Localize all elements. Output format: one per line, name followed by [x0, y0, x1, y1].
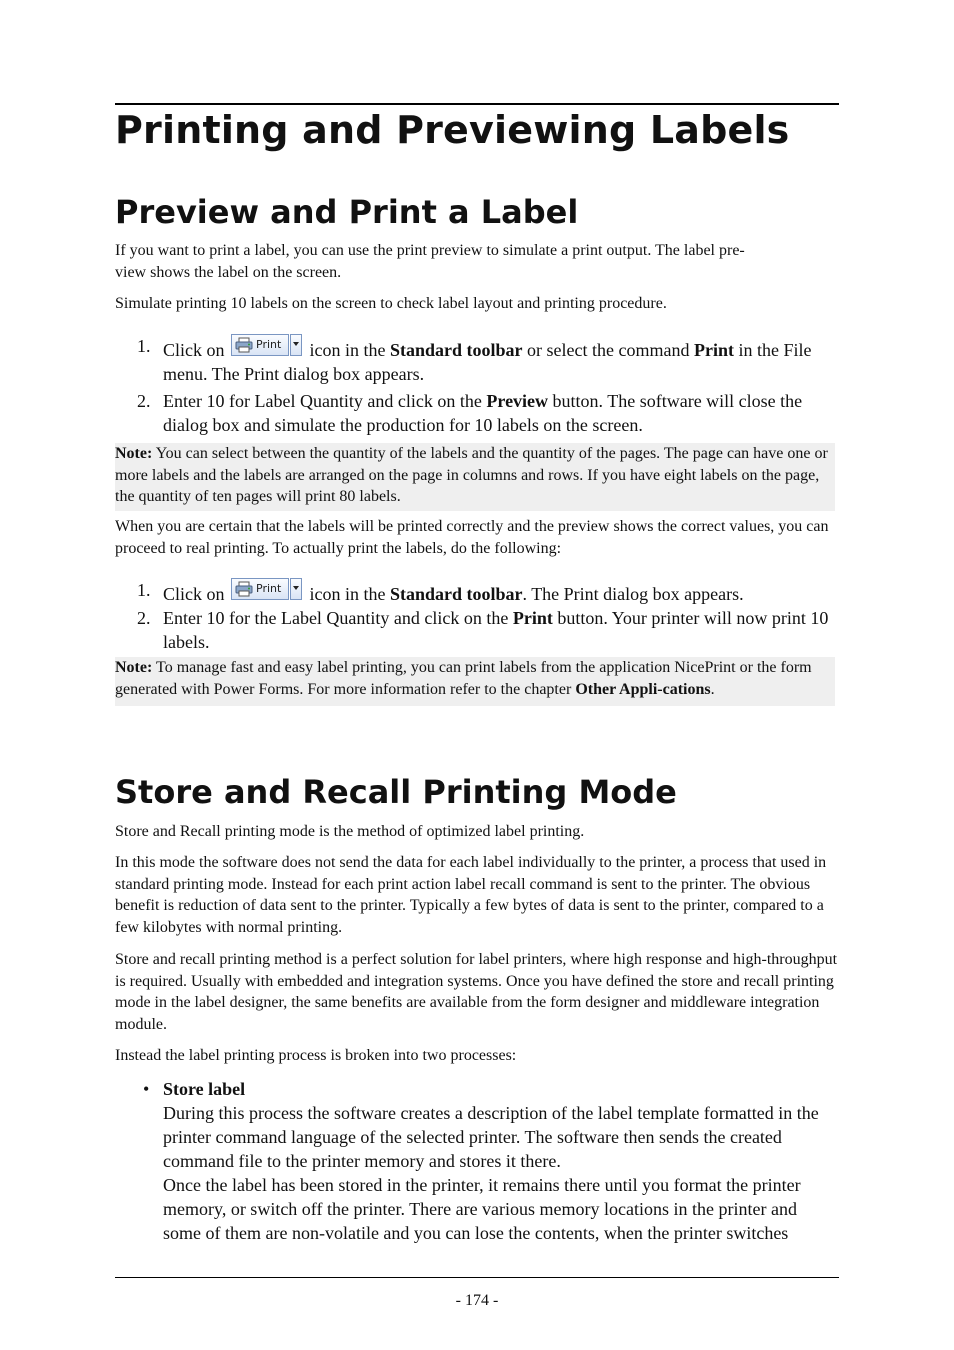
paragraph-simulate: Simulate printing 10 labels on the screen to check label layout and printing procedure. — [115, 295, 667, 312]
section-heading-store-recall: Store and Recall Printing Mode — [115, 773, 677, 811]
paragraph-real-printing: When you are certain that the labels will be printed correctly and the preview shows the correct values, you can proceed to real printing. To actually print the labels, do the following: — [115, 518, 829, 557]
list-item: 2. Enter 10 for Label Quantity and click on the Preview button. The software will close the dialog box and simulate the production for 10 labels on the screen. — [137, 391, 803, 435]
print-toolbar-button[interactable]: Print — [231, 578, 303, 602]
chevron-down-icon[interactable] — [290, 334, 302, 356]
preview-steps-list — [115, 334, 839, 440]
print-steps-list — [115, 578, 839, 657]
printer-icon — [235, 337, 253, 353]
page-title: Printing and Previewing Labels — [115, 108, 790, 152]
process-bullet-list — [115, 1077, 839, 1248]
chevron-down-icon[interactable] — [290, 578, 302, 600]
list-item: 1. Click on Print icon in the Standard toolbar or select the command Print in the File menu. The Print dialog box appears. — [137, 336, 812, 384]
list-item: • Store label During this process the software creates a description of the label template formatted in the printer command language of the selected printer. The software then sends the created command file to the printer memory and stores it there. Once the label has been stored in the printer, it remains there until you format the printer memory, or switch off the printer. There are various memory locations in the printer and some of them are non-volatile and you can lose the contents, when the printer switches — [143, 1079, 819, 1243]
print-toolbar-button[interactable]: Print — [231, 334, 303, 358]
top-rule — [115, 103, 839, 105]
list-item: 2. Enter 10 for the Label Quantity and click on the Print button. Your printer will now print 10 labels. — [137, 608, 829, 652]
list-item: 1. Click on Print icon in the Standard toolbar. The Print dialog box appears. — [137, 580, 744, 604]
note-box-quantity: Note: You can select between the quantity of the labels and the quantity of the pages. The page can have one or more labels and the labels are arranged on the page in columns and rows. If you have eight labels on the page, the quantity of ten pages will print 80 labels. — [115, 443, 835, 511]
note-box-niceprint: Note: To manage fast and easy label printing, you can print labels from the application NicePrint or the form generated with Power Forms. For more information refer to the chapter Other Appli-cations. — [115, 657, 835, 706]
printer-icon — [235, 581, 253, 597]
page-number: - 174 - — [455, 1292, 499, 1309]
paragraph-intro: If you want to print a label, you can use the print preview to simulate a print output. The label pre- view shows the label on the screen. — [115, 242, 745, 281]
paragraph-store-recall-mode: In this mode the software does not send the data for each label individually to the printer, a process that used in standard printing mode. Instead for each print action label recall command is sent to the printer. The obvious benefit is reduction of data sent to the printer. Typically a few bytes of data is sent to the printer, compared to a few kilobytes with normal printing. — [115, 854, 827, 936]
paragraph-two-processes: Instead the label printing process is broken into two processes: — [115, 1047, 517, 1064]
paragraph-store-recall-intro: Store and Recall printing mode is the method of optimized label printing. — [115, 823, 585, 840]
section-heading-preview-print: Preview and Print a Label — [115, 193, 579, 231]
bottom-rule — [115, 1277, 839, 1278]
paragraph-store-recall-benefit: Store and recall printing method is a perfect solution for label printers, where high response and high-throughput is required. Usually with embedded and integration systems. Once you have defined the store and recall printing mode in the label designer, the same benefits are available from the form designer and middleware integration module. — [115, 951, 838, 1033]
bullet-icon: • — [143, 1079, 150, 1099]
